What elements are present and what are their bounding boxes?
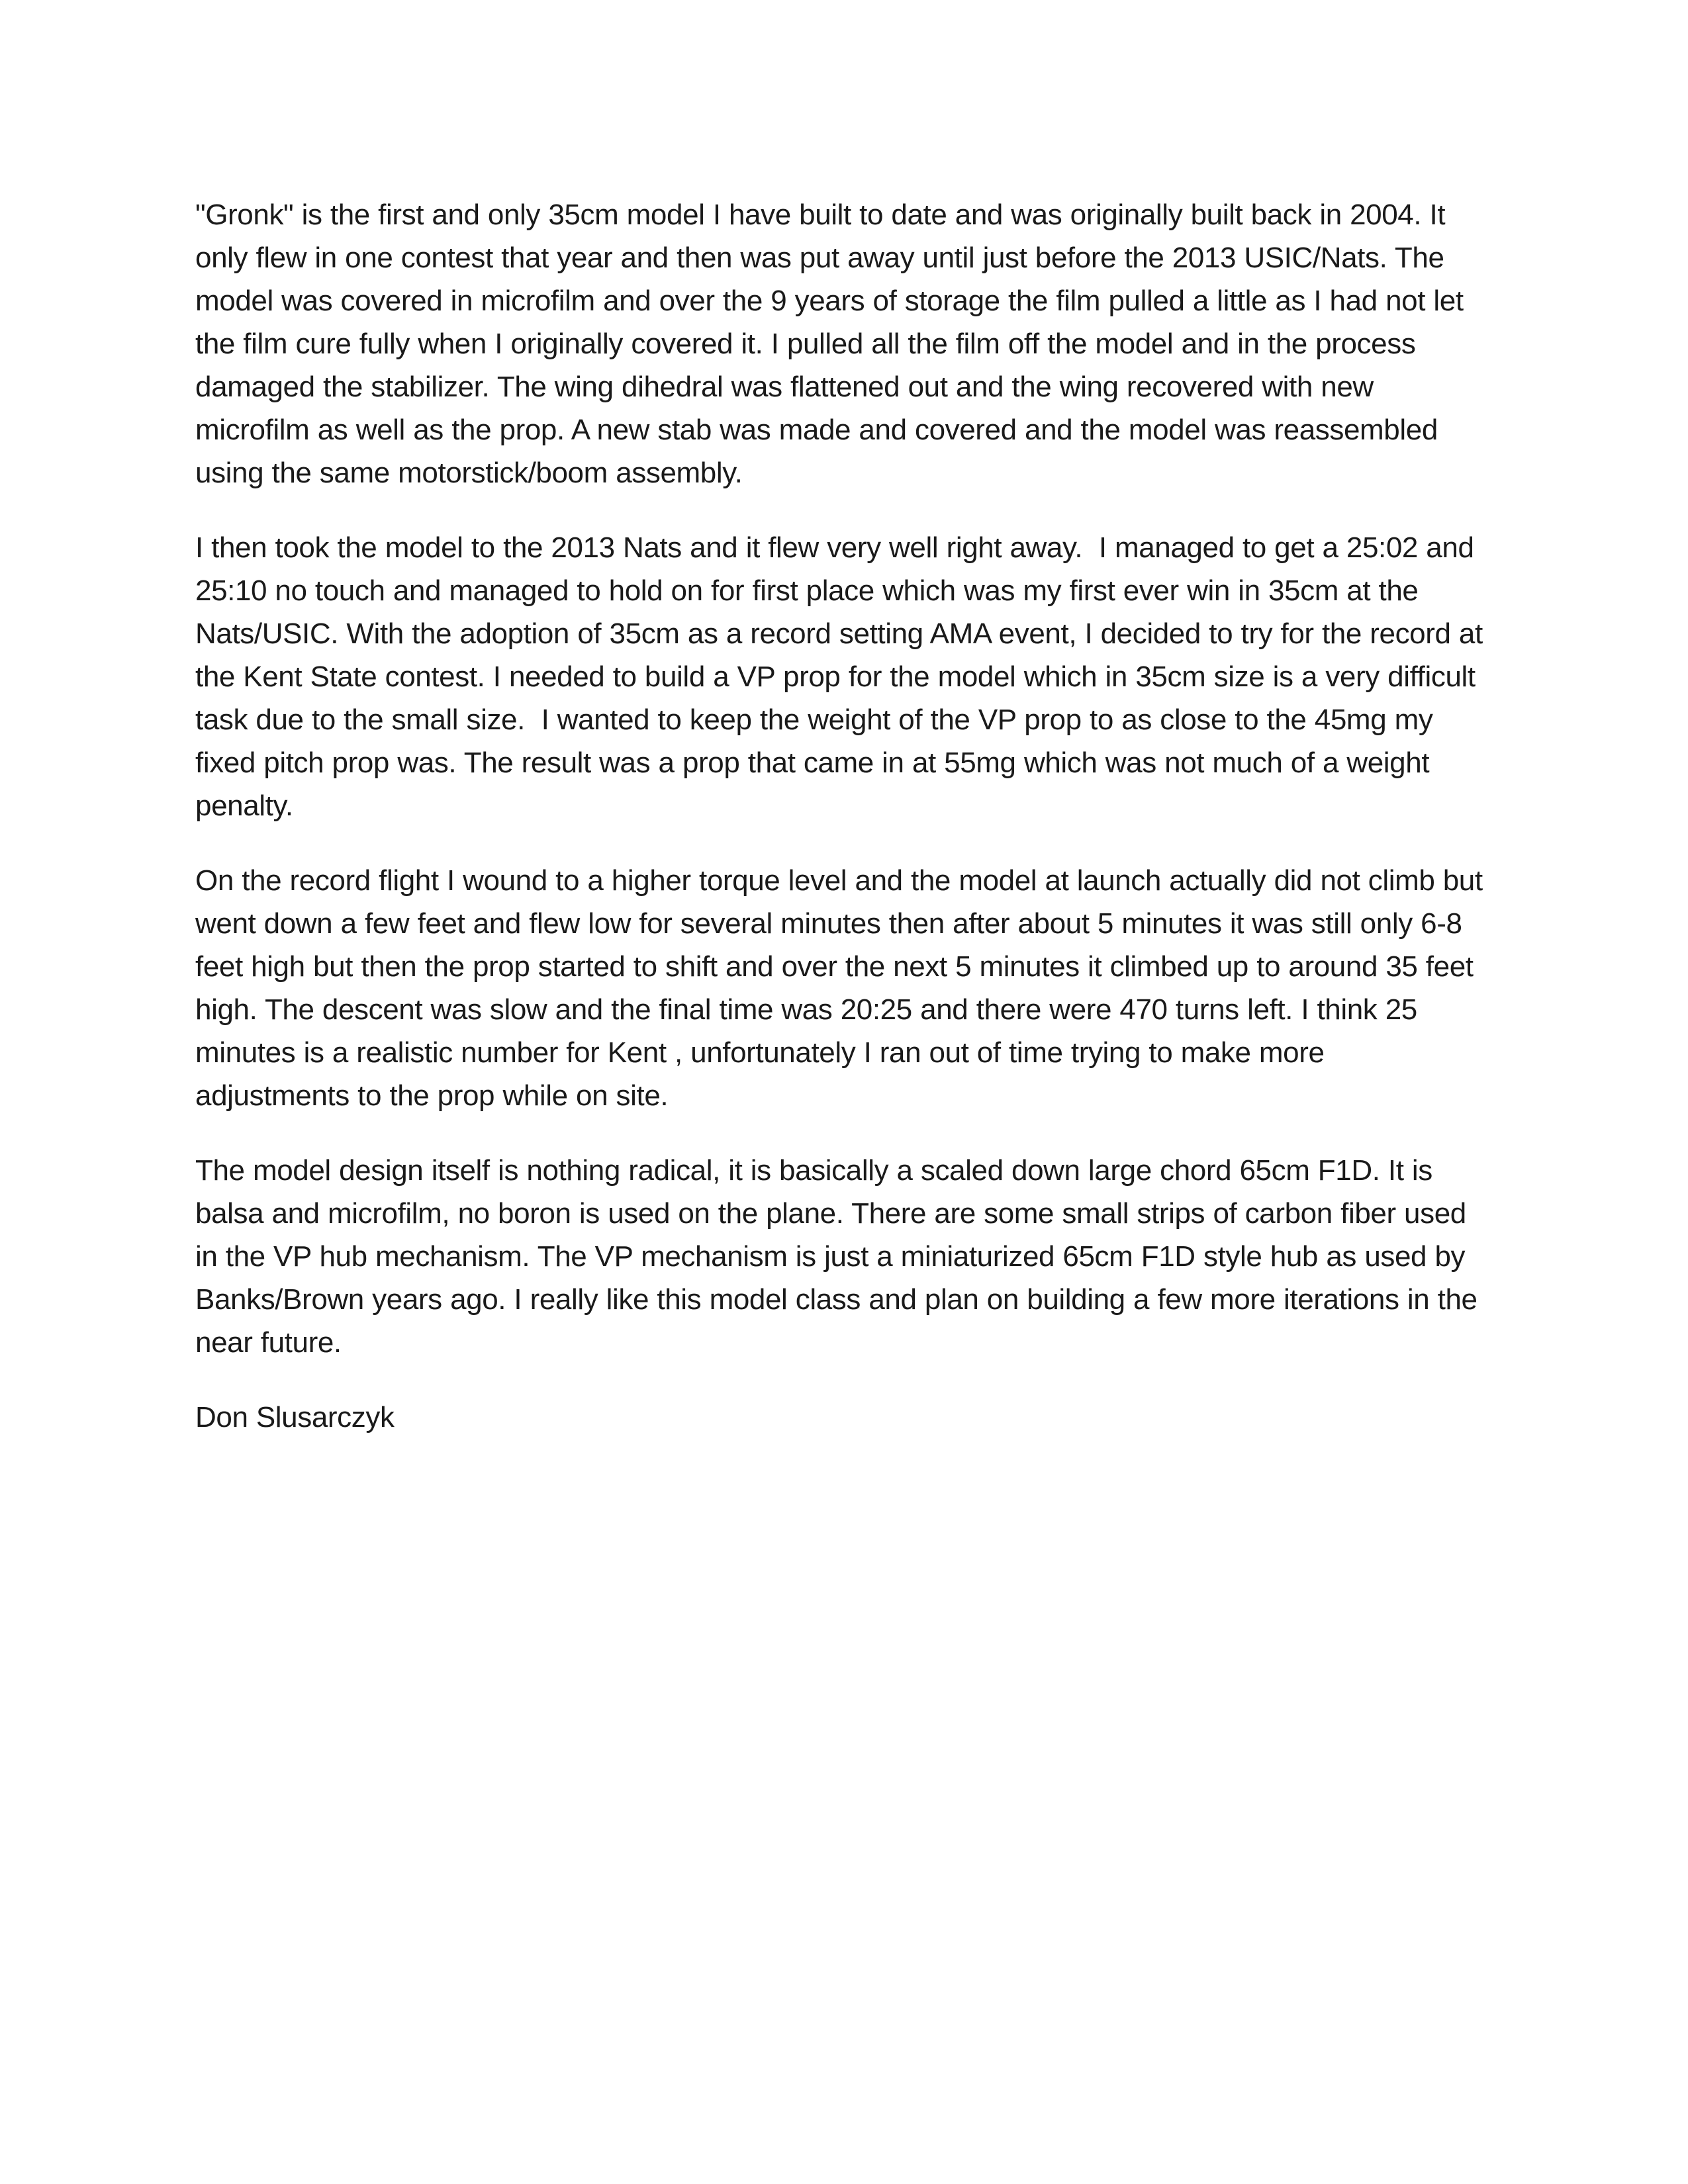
document-body <box>195 193 1491 1439</box>
paragraph-model-history: "Gronk" is the first and only 35cm model I have built to date and was originally built back in 2004. It only flew in one contest that year and then was put away until just before the 2013 USIC/Nats. The model was covered in microfilm and over the 9 years of storage the film pulled a little as I had not let the film cure fully when I originally covered it. I pulled all the film off the model and in the process damaged the stabilizer. The wing dihedral was flattened out and the wing recovered with new microfilm as well as the prop. A new stab was made and covered and the model was reassembled using the same motorstick/boom assembly. <box>195 199 1472 489</box>
paragraph-record-flight: On the record flight I wound to a higher torque level and the model at launch actually did not climb but went down a few feet and flew low for several minutes then after about 5 minutes it was still only 6-8 feet high but then the prop started to shift and over the next 5 minutes it climbed up to around 35 feet high. The descent was slow and the final time was 20:25 and there were 470 turns left. I think 25 minutes is a realistic number for Kent , unfortunately I ran out of time trying to make more adjustments to the prop while on site. <box>195 864 1491 1112</box>
paragraph-2013-nats: I then took the model to the 2013 Nats and it flew very well right away. I managed to get a 25:02 and 25:10 no touch and managed to hold on for first place which was my first ever win in 35cm at the Nats/USIC. With the adoption of 35cm as a record setting AMA event, I decided to try for the record at the Kent State contest. I needed to build a VP prop for the model which in 35cm size is a very difficult task due to the small size. I wanted to keep the weight of the VP prop to as close to the 45mg my fixed pitch prop was. The result was a prop that came in at 55mg which was not much of a weight penalty. <box>195 531 1491 822</box>
paragraph-model-design: The model design itself is nothing radical, it is basically a scaled down large chord 65cm F1D. It is balsa and microfilm, no boron is used on the plane. There are some small strips of carbon fiber used in the VP hub mechanism. The VP mechanism is just a miniaturized 65cm F1D style hub as used by Banks/Brown years ago. I really like this model class and plan on building a few more iterations in the near future. <box>195 1154 1485 1359</box>
signature: Don Slusarczyk <box>195 1401 395 1433</box>
